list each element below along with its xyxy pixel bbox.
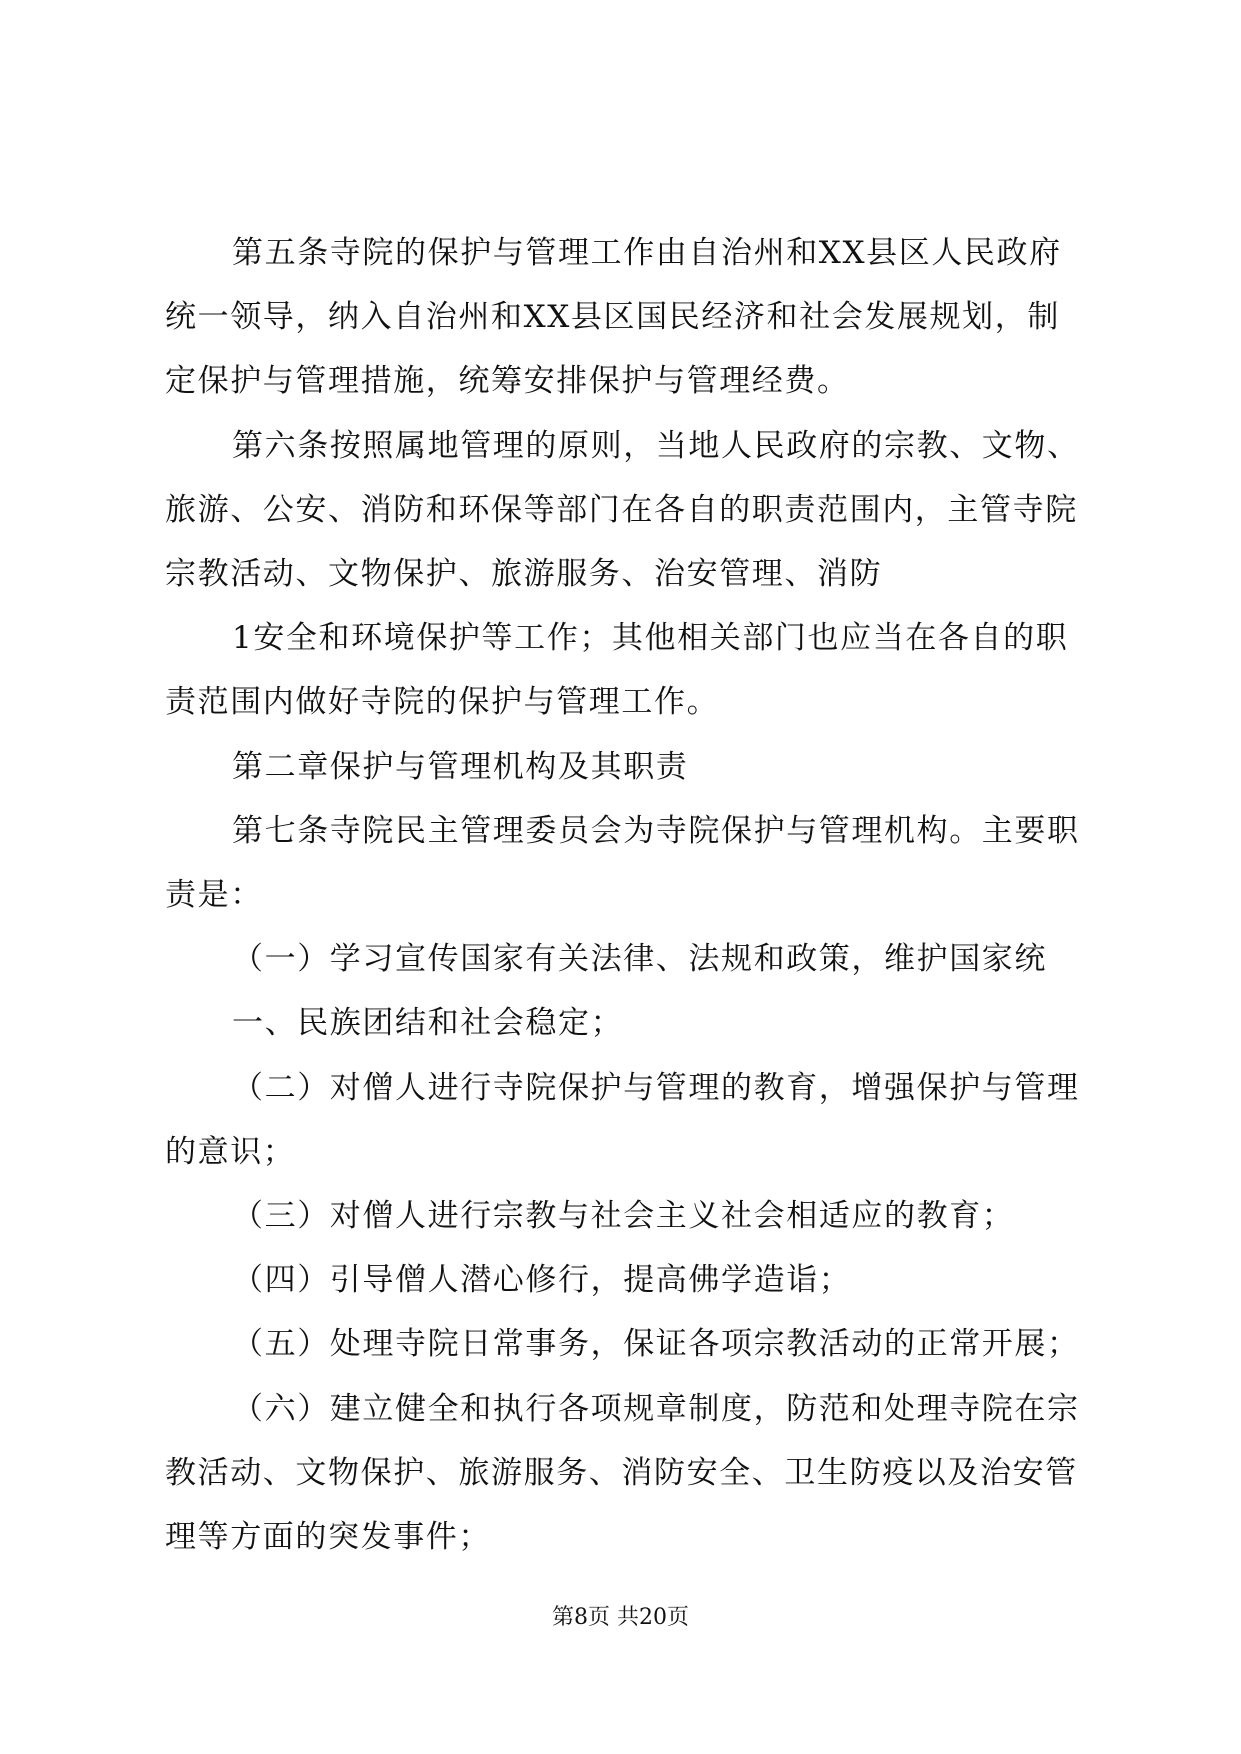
list-item-line: （六）建立健全和执行各项规章制度，防范和处理寺院在宗	[232, 1391, 1080, 1427]
paragraph-line: 宗教活动、文物保护、旅游服务、治安管理、消防	[165, 556, 883, 592]
paragraph-line: 责是：	[165, 877, 263, 913]
list-item-line: 教活动、文物保护、旅游服务、消防安全、卫生防疫以及治安管	[165, 1455, 1078, 1491]
paragraph-line: 统一领导，纳入自治州和XX县区国民经济和社会发展规划，制	[165, 299, 1060, 335]
list-item-line: 一、民族团结和社会稳定；	[232, 1005, 624, 1041]
list-item-line: （一）学习宣传国家有关法律、法规和政策，维护国家统	[232, 941, 1047, 977]
list-item-line: 理等方面的突发事件；	[165, 1519, 491, 1555]
list-item-line: （二）对僧人进行寺院保护与管理的教育，增强保护与管理	[232, 1070, 1080, 1106]
paragraph-line: 第六条按照属地管理的原则，当地人民政府的宗教、文物、	[232, 428, 1080, 464]
paragraph-line: 旅游、公安、消防和环保等部门在各自的职责范围内，主管寺院	[165, 492, 1078, 528]
list-item-line: （五）处理寺院日常事务，保证各项宗教活动的正常开展；	[232, 1326, 1080, 1362]
list-item-line: （三）对僧人进行宗教与社会主义社会相适应的教育；	[232, 1198, 1015, 1234]
paragraph-line: 1安全和环境保护等工作；其他相关部门也应当在各自的职	[232, 620, 1069, 656]
list-item-line: （四）引导僧人潜心修行，提高佛学造诣；	[232, 1262, 852, 1298]
paragraph-line: 第五条寺院的保护与管理工作由自治州和XX县区人民政府	[232, 235, 1062, 271]
list-item-line: 的意识；	[165, 1134, 296, 1170]
chapter-heading: 第二章保护与管理机构及其职责	[232, 749, 689, 785]
paragraph-line: 定保护与管理措施，统筹安排保护与管理经费。	[165, 363, 850, 399]
paragraph-line: 责范围内做好寺院的保护与管理工作。	[165, 684, 720, 720]
page-number-footer: 第8页 共20页	[552, 1605, 689, 1630]
paragraph-line: 第七条寺院民主管理委员会为寺院保护与管理机构。主要职	[232, 813, 1080, 849]
